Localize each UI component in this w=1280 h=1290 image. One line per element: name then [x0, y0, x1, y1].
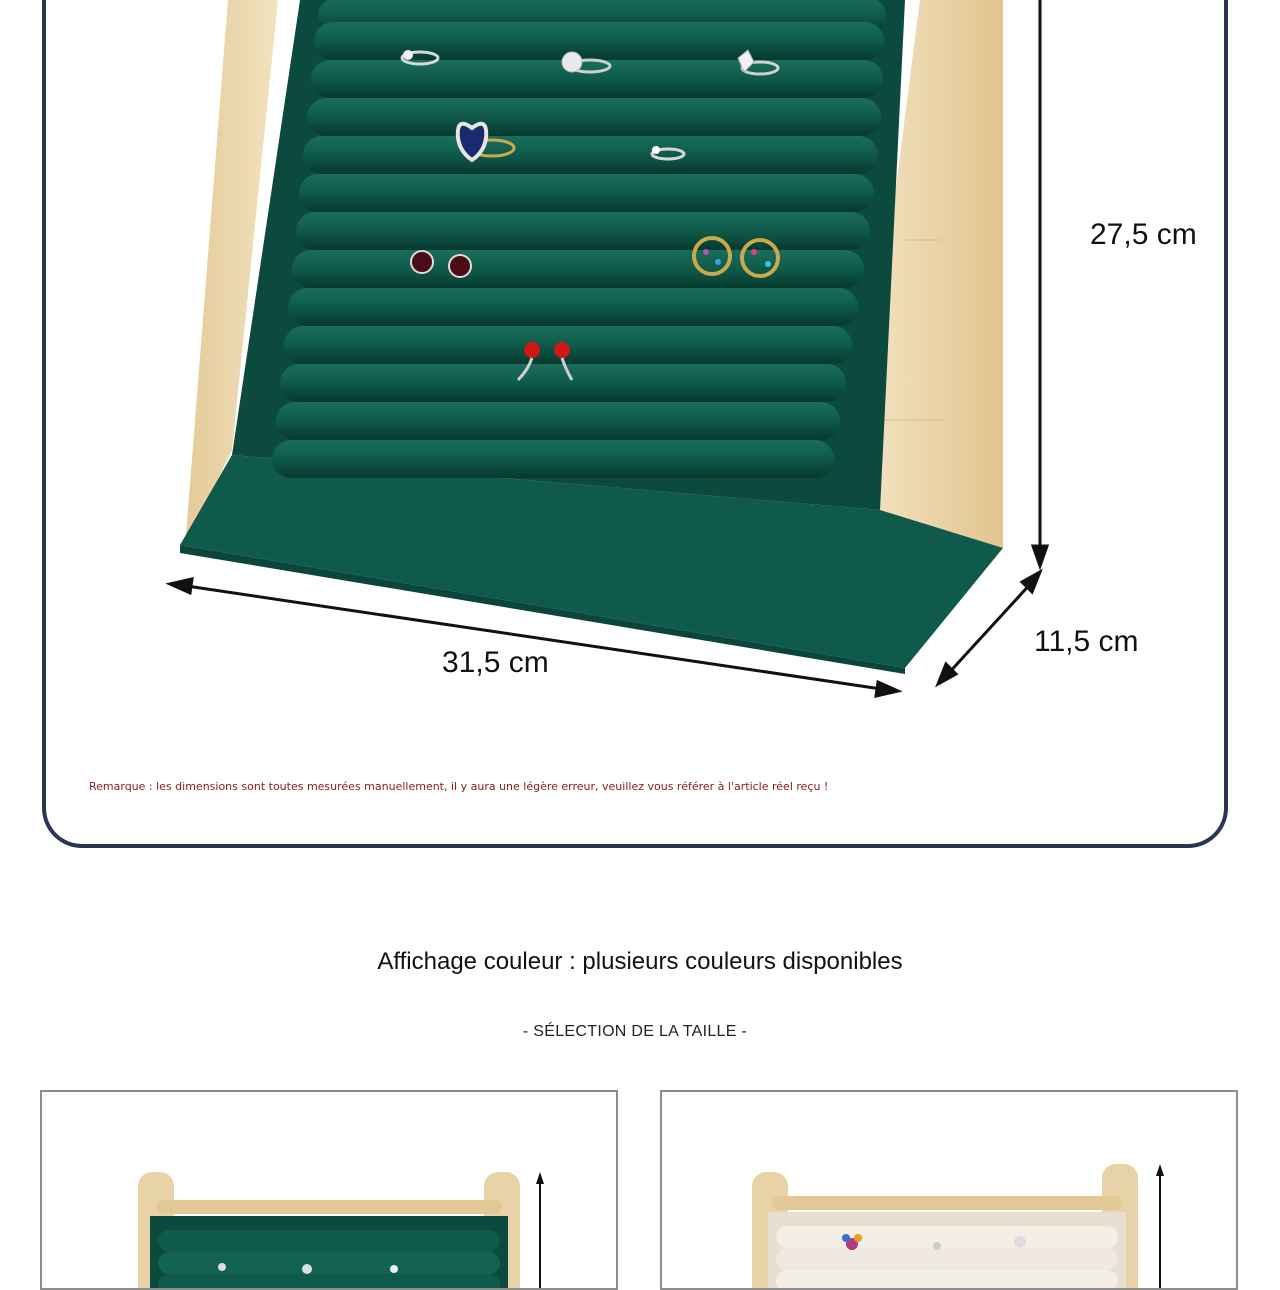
variant-card-green[interactable] — [40, 1090, 618, 1290]
depth-label: 11,5 cm — [1034, 625, 1139, 658]
green-stand-thumbnail — [42, 1092, 618, 1290]
measurement-note: Remarque : les dimensions sont toutes mesurées manuellement, il y aura une légère erreur, veuillez vous référer à l'article réel reçu ! — [89, 780, 829, 793]
width-label: 31,5 cm — [442, 646, 549, 679]
size-selection-heading: - SÉLECTION DE LA TAILLE - — [522, 1023, 748, 1040]
variant-card-cream[interactable] — [660, 1090, 1238, 1290]
height-label: 27,5 cm — [1090, 218, 1197, 251]
color-display-heading: Affichage couleur : plusieurs couleurs disponibles — [377, 948, 903, 975]
cream-stand-thumbnail — [662, 1092, 1238, 1290]
